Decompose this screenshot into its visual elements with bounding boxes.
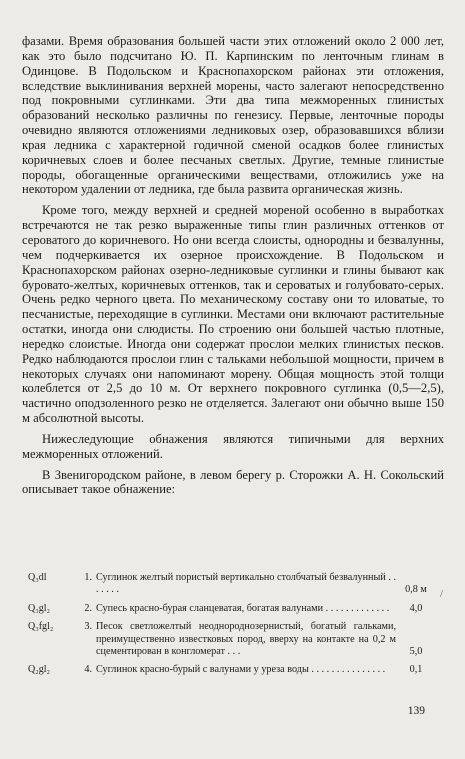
layer-description: Суглинок красно-бурый с валунами у уреза воды . . . . . . . . . . . . . . . [96,664,386,676]
paragraph-3: Нижеследующие обнажения являются типичными для верхних межморенных отложений. [22,431,444,461]
layer-thickness: 5,0 [409,646,423,658]
layer-number: 2. [84,602,92,614]
layer-description: Супесь красно-бурая сланцеватая, богатая валунами . . . . . . . . . . . . . [96,602,390,614]
layer-thickness: 4,0 [409,602,423,614]
layer-row [28,621,436,658]
layer-index: Q₃fgl₂ [28,621,54,633]
layer-row [28,664,436,676]
margin-mark: / [440,588,444,600]
layer-thickness: 0,1 [409,664,423,676]
paragraph-1: фазами. Время образования большей части этих отложений около 2 000 лет, как это было подсчитано Ю. П. Карпинским по ленточным глинам в Одинцове. В Подольском и Краснопахорском районах эти отложения, вследствие выклинивания верхней морены, часто залегают непосредственно под покровными суглинками. Эти два типа межморенных глинистых образований несколько различны по генезису. Первые, ленточные породы очевидно являются отложениями ледниковых озер, образовавшихся вблизи края ледника с характерной годичной сменой осадков более глинистых коричневых слоев и более песчаных светлых. Другие, темные глинистые породы, обогащенные органическими веществами, отложились уже на некотором удалении от ледника, где была развита органическая жизнь. [22,34,444,197]
layer-number: 3. [84,621,92,633]
layer-number: 4. [84,664,92,676]
layer-thickness: 0,8 м [405,584,427,596]
layer-description: Суглинок желтый пористый вертикально столбчатый безвалунный . . . . . . . [96,572,396,596]
outcrop-layer-list [28,572,436,683]
layer-description: Песок светложелтый неоднороднозернистый, богатый гальками, преимущественно известковых пород, вверху на контакте на 0,2 м сцементирован в конгломерат . . . [96,621,396,658]
layer-row [28,572,436,597]
layer-row [28,603,436,615]
layer-index: Q₃gl₂ [28,602,50,614]
layer-number: 1. [84,572,92,583]
paragraph-4: В Звенигородском районе, в левом берегу р. Сторожки А. Н. Сокольский описывает такое обнажение: [22,467,444,497]
body-text [22,34,444,503]
layer-index: Q₂gl₂ [28,664,50,676]
page-number: 139 [407,705,425,717]
paragraph-2: Кроме того, между верхней и средней мореной особенно в выработках встречаются не так резко выраженные типы глин различных оттенков от сероватого до коричневого. Но они всегда слоисты, однородны и безвалунны, чем подчеркивается их озерное происхождение. В Подольском и Краснопахорском районах озерно-ледниковые суглинки и глины бывают как буровато-желтых, коричневых оттенков, так и сероватых и голубовато-серых. Очень редко черного цвета. По механическому составу они то иловатые, то песчанистые, переходящие в суглинки. Местами они включают растительные остатки, иногда они слюдисты. По строению они большей частью плотные, нередко слоистые. Иногда они содержат прослои мелких глинистых песков. Редко наблюдаются прослои глин с тальками небольшой мощности, причем в некоторых случаях они напоминают морену. Общая мощность этой толщи колеблется от 2,5 до 10 м. От верхнего покровного суглинка (0,5—2,5), частично оподзоленного резко не отделяется. Залегают они обычно выше 150 м абсолютной высоты. [22,203,444,426]
layer-index: Q₃dl [28,572,47,583]
